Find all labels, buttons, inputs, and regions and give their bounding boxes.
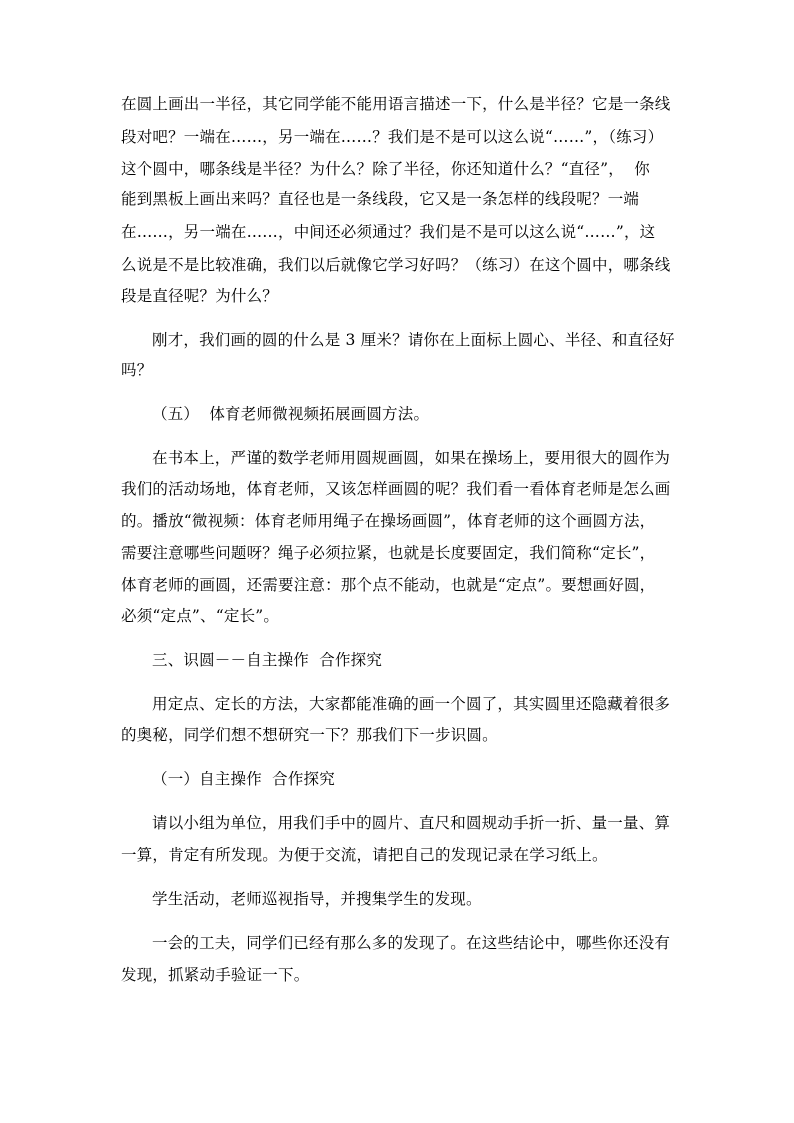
text-line: 请以小组为单位，用我们手中的圆片、直尺和圆规动手折一折、量一量、算 bbox=[152, 814, 671, 832]
text-line: 刚才，我们画的圆的什么是 3 厘米？请你在上面标上圆心、半径、和直径好 bbox=[152, 331, 675, 349]
text-line: 需要注意哪些问题呀？绳子必须拉紧，也就是长度要固定，我们简称“定长”， bbox=[121, 544, 656, 562]
text-line: 一会的工夫，同学们已经有那么多的发现了。在这些结论中，哪些你还没有 bbox=[152, 934, 671, 952]
section-heading: （一）自主操作 合作探究 bbox=[152, 770, 335, 788]
section-heading: 三、识圆－－自主操作 合作探究 bbox=[152, 651, 383, 669]
text-line: 用定点、定长的方法，大家都能准确的画一个圆了，其实圆里还隐藏着很多 bbox=[152, 695, 671, 713]
text-line: 一算，肯定有所发现。为便于交流，请把自己的发现记录在学习纸上。 bbox=[121, 846, 608, 864]
text-line: 段对吧？一端在……，另一端在……？我们是不是可以这么说“……”，（练习） bbox=[121, 128, 664, 146]
text-line: 体育老师的画圆，还需要注意：那个点不能动，也就是“定点”。要想画好圆， bbox=[121, 576, 656, 594]
text-line: 这个圆中，哪条线是半径？为什么？除了半径，你还知道什么？“直径”， 你 bbox=[121, 160, 650, 178]
text-line: 我们的活动场地，体育老师，又该怎样画圆的呢？我们看一看体育老师是怎么画 bbox=[121, 480, 671, 498]
text-line: 么说是不是比较准确，我们以后就像它学习好吗？（练习）在这个圆中，哪条线 bbox=[121, 256, 671, 274]
text-line: 的。播放“微视频：体育老师用绳子在操场画圆”，体育老师的这个画圆方法， bbox=[121, 512, 656, 530]
text-line: 吗？ bbox=[121, 361, 153, 379]
text-line: 必须“定点”、“定长”。 bbox=[121, 607, 280, 625]
text-line: 学生活动，老师巡视指导，并搜集学生的发现。 bbox=[152, 890, 482, 908]
text-line: 在……，另一端在……，中间还必须通过？我们是不是可以这么说“……”，这 bbox=[121, 223, 656, 241]
section-heading: （五） 体育老师微视频拓展画圆方法。 bbox=[152, 405, 430, 423]
text-line: 的奥秘，同学们想不想研究一下？那我们下一步识圆。 bbox=[121, 726, 498, 744]
text-line: 在书本上，严谨的数学老师用圆规画圆，如果在操场上，要用很大的圆作为 bbox=[152, 449, 671, 467]
text-line: 发现，抓紧动手验证一下。 bbox=[121, 966, 310, 984]
text-line: 段是直径呢？为什么？ bbox=[121, 287, 279, 305]
text-line: 能到黑板上画出来吗？直径也是一条线段，它又是一条怎样的线段呢？一端 bbox=[121, 190, 640, 208]
text-line: 在圆上画出一半径，其它同学能不能用语言描述一下，什么是半径？它是一条线 bbox=[121, 95, 671, 113]
